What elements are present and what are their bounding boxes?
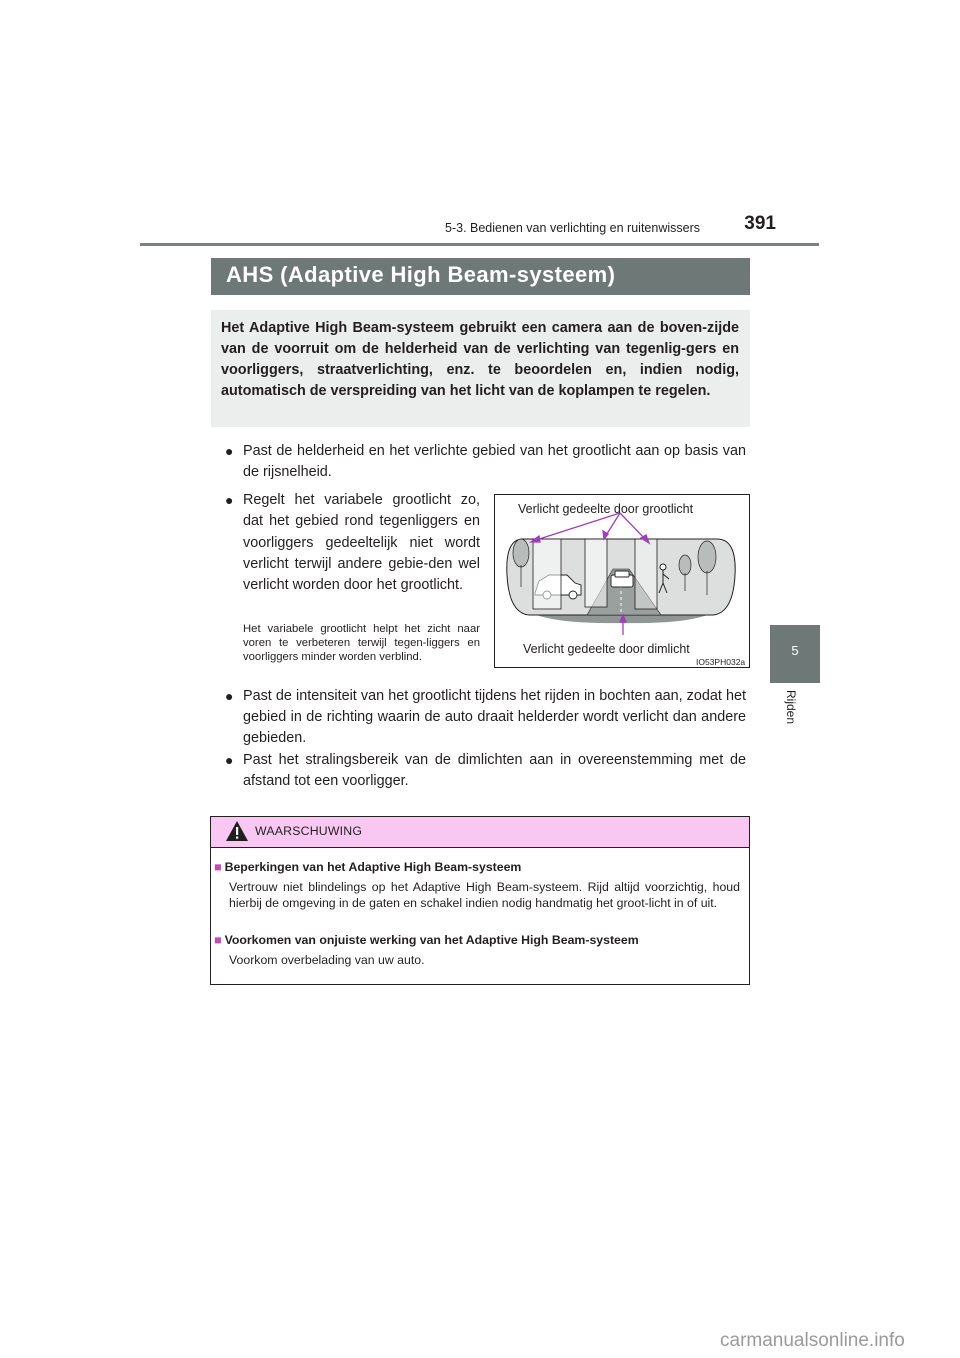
section-label: 5-3. Bedienen van verlichting en ruitenwissers: [445, 221, 700, 235]
chapter-tab-number: 5: [791, 643, 799, 658]
masked-zone-right: [635, 539, 657, 609]
bullet-dot-icon: ●: [225, 492, 234, 508]
bullet-dot-icon: ●: [225, 752, 234, 768]
figure-label-low-beam: Verlicht gedeelte door dimlicht: [523, 642, 690, 656]
bullet-text: Past de helderheid en het verlichte gebied van het grootlicht aan op basis van de rijsnelheid.: [243, 443, 746, 480]
warning-item-heading: [214, 860, 521, 874]
square-bullet-icon: ■: [214, 933, 222, 947]
warning-item-body: Vertrouw niet blindelings op het Adaptive High Beam-systeem. Rijd altijd voorzichtig, houd hierbij de omgeving in de gaten en schakel indien nodig handmatig het groot-licht in of uit.: [229, 880, 740, 910]
warning-item-heading: [214, 933, 639, 947]
bullet-text: Past het stralingsbereik van de dimlichten aan in overeenstemming met de afstand tot een voorligger.: [243, 752, 746, 789]
bullet-item: [225, 750, 746, 792]
bullet-note: Het variabele grootlicht helpt het zicht naar voren te verbeteren terwijl tegen-liggers en voorliggers minder worden verblind.: [243, 623, 480, 663]
bullet-text: Regelt het variabele grootlicht zo, dat het gebied rond tegenliggers en voorliggers gedeeltelijk niet wordt verlicht terwijl andere gebie-den wel verlicht worden door het grootlicht.: [243, 492, 480, 594]
bullet-text: Past de intensiteit van het grootlicht tijdens het rijden in bochten aan, zodat het gebied in de richting waarin de auto draait helderder wordt verlicht dan andere gebieden.: [243, 688, 746, 746]
warning-triangle-icon: [225, 820, 249, 842]
masked-zone-center: [585, 539, 607, 607]
bullet-dot-icon: ●: [225, 688, 234, 704]
header-rule: [140, 243, 819, 246]
page-title: AHS (Adaptive High Beam-systeem): [226, 262, 616, 287]
bullet-dot-icon: ●: [225, 443, 234, 459]
bullet-item: [225, 490, 480, 596]
warning-item-body: Voorkom overbelading van uw auto.: [229, 953, 425, 967]
figure-code: IO53PH032a: [696, 657, 746, 667]
watermark: carmanualsonline.info: [720, 1330, 905, 1351]
page-number: 391: [744, 213, 776, 234]
square-bullet-icon: ■: [214, 860, 222, 874]
chapter-tab-label: [780, 690, 810, 750]
figure-label-high-beam: Verlicht gedeelte door grootlicht: [518, 502, 694, 516]
warning-heading-text: Voorkomen van onjuiste werking van het Adaptive High Beam-systeem: [224, 933, 639, 947]
bullet-item: [225, 686, 746, 749]
masked-zone-left: [533, 539, 561, 609]
bullet-item: [225, 441, 746, 483]
intro-text: Het Adaptive High Beam-systeem gebruikt een camera aan de boven-zijde van de voorruit om de helderheid van de verlichting van tegenlig-gers en voorliggers, straatverlichting, enz. te beoordelen en, indien nodig, automatisch de verspreiding van het licht van de koplampen te regelen.: [221, 320, 739, 399]
warning-title: WAARSCHUWING: [255, 824, 363, 838]
chapter-tab-label-text: Rijden: [784, 690, 798, 725]
warning-heading-text: Beperkingen van het Adaptive High Beam-systeem: [224, 860, 522, 874]
